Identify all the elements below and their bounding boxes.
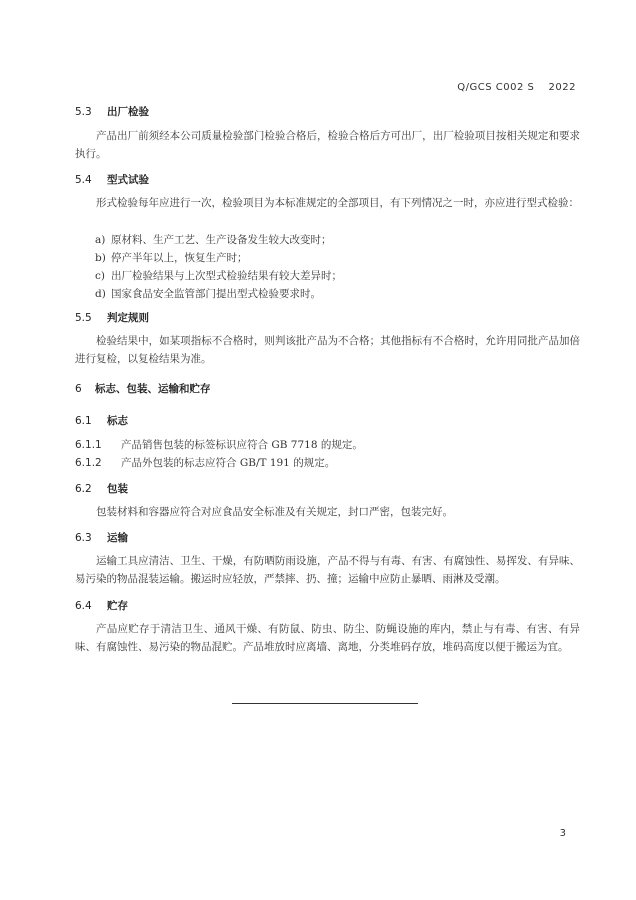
section-number: 6.4 <box>75 600 92 612</box>
section-number: 5.5 <box>75 312 92 324</box>
list-item-text: 国家食品安全监管部门提出型式检验要求时。 <box>111 288 321 300</box>
section-5-5-heading <box>75 310 149 325</box>
section-number: 6 <box>75 383 82 395</box>
list-item <box>95 268 342 283</box>
section-title: 运输 <box>107 532 128 544</box>
list-marker: d) <box>95 288 106 300</box>
section-number: 5.4 <box>75 174 92 186</box>
subclause-number: 6.1.2 <box>75 457 102 469</box>
subclause-number: 6.1.1 <box>75 439 102 451</box>
chapter-6-heading <box>75 381 211 396</box>
section-number: 6.2 <box>75 483 92 495</box>
section-5-3-paragraph: 产品出厂前须经本公司质量检验部门检验合格后，检验合格后方可出厂，出厂检验项目按相关规定和要求执行。 <box>75 130 580 160</box>
list-item <box>95 232 332 247</box>
end-rule <box>232 703 418 704</box>
section-6-3-heading <box>75 530 128 545</box>
section-title: 贮存 <box>107 600 128 612</box>
section-title: 型式试验 <box>107 174 149 186</box>
section-6-4-heading <box>75 598 128 613</box>
list-marker: c) <box>95 270 105 282</box>
list-item <box>95 286 321 301</box>
section-title: 判定规则 <box>107 312 149 324</box>
section-6-2-heading <box>75 481 128 496</box>
section-6-2-paragraph: 包装材料和容器应符合对应食品安全标准及有关规定，封口严密，包装完好。 <box>96 506 453 518</box>
list-item-text: 出厂检验结果与上次型式检验结果有较大差异时； <box>111 270 342 282</box>
section-5-5-paragraph: 检验结果中，如某项指标不合格时，则判该批产品为不合格；其他指标有不合格时，允许用同批产品加倍进行复检，以复检结果为准。 <box>75 335 580 365</box>
page-number: 3 <box>559 828 566 839</box>
section-title: 包装 <box>107 483 128 495</box>
section-6-1-heading <box>75 413 128 428</box>
list-item <box>95 250 248 265</box>
section-number: 6.3 <box>75 532 92 544</box>
section-number: 6.1 <box>75 415 92 427</box>
list-item-text: 原材料、生产工艺、生产设备发生较大改变时； <box>111 234 332 246</box>
subclause-6-1-1 <box>75 437 363 452</box>
subclause-text: 产品销售包装的标签标识应符合 GB 7718 的规定。 <box>121 439 363 451</box>
section-5-4-paragraph: 形式检验每年应进行一次，检验项目为本标准规定的全部项目，有下列情况之一时，亦应进行型式检验： <box>96 197 579 209</box>
section-title: 出厂检验 <box>107 106 149 118</box>
section-5-4-heading <box>75 172 149 187</box>
list-item-text: 停产半年以上，恢复生产时； <box>111 252 248 264</box>
section-title: 标志、包装、运输和贮存 <box>95 383 211 395</box>
subclause-text: 产品外包装的标志应符合 GB/T 191 的规定。 <box>121 457 336 469</box>
section-6-4-paragraph: 产品应贮存于清洁卫生、通风干燥、有防鼠、防虫、防尘、防蝇设施的库内，禁止与有毒、有害、有异味、有腐蚀性、易污染的物品混贮。产品堆放时应离墙、离地，分类堆码存放，堆码高度以便于搬运为宜。 <box>75 623 580 653</box>
standard-code-header: Q/GCS C002 S 2022 <box>457 82 576 93</box>
section-number: 5.3 <box>75 106 92 118</box>
subclause-6-1-2 <box>75 455 335 470</box>
section-5-3-heading <box>75 104 149 119</box>
section-6-3-paragraph: 运输工具应清洁、卫生、干燥，有防晒防雨设施，产品不得与有毒、有害、有腐蚀性、易挥发、有异味、易污染的物品混装运输。搬运时应轻放，严禁摔、扔、撞；运输中应防止暴晒、雨淋及受潮。 <box>75 555 580 585</box>
list-marker: b) <box>95 252 106 264</box>
section-title: 标志 <box>107 415 128 427</box>
list-marker: a) <box>95 234 106 246</box>
